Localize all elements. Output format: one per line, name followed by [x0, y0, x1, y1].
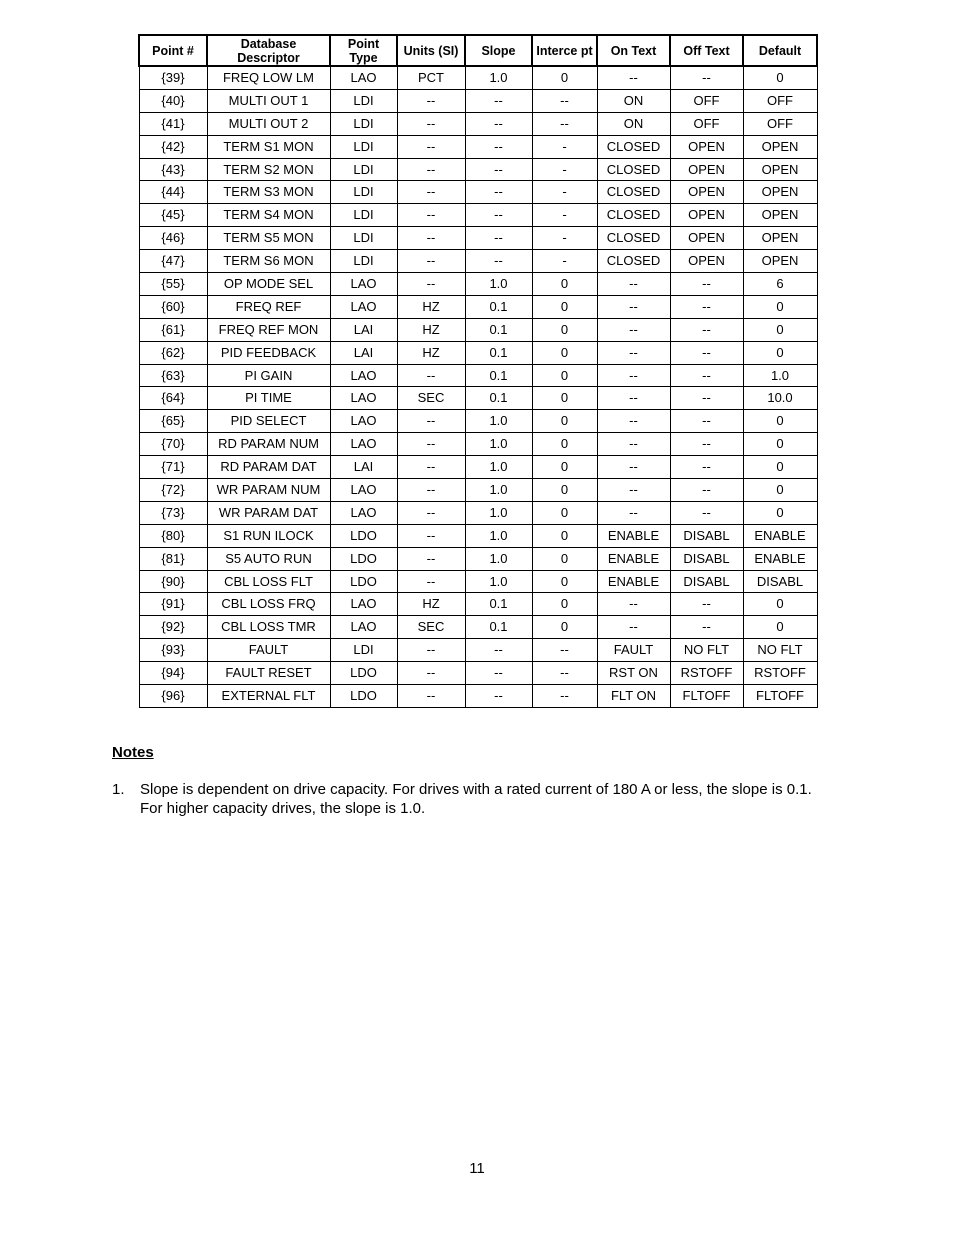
cell-intercept: 0: [532, 570, 597, 593]
cell-slope: --: [465, 112, 532, 135]
cell-default: 0: [743, 456, 817, 479]
cell-slope: 1.0: [465, 570, 532, 593]
cell-point-number: {92}: [139, 616, 207, 639]
cell-point-type: LDO: [330, 662, 397, 685]
cell-default: OPEN: [743, 158, 817, 181]
cell-database-descriptor: PID SELECT: [207, 410, 330, 433]
table-row: [139, 570, 817, 593]
cell-default: OPEN: [743, 135, 817, 158]
cell-units: SEC: [397, 387, 465, 410]
table-row: [139, 181, 817, 204]
cell-off-text: OPEN: [670, 250, 743, 273]
cell-point-type: LAO: [330, 66, 397, 89]
cell-database-descriptor: WR PARAM NUM: [207, 479, 330, 502]
cell-point-number: {80}: [139, 524, 207, 547]
cell-off-text: RSTOFF: [670, 662, 743, 685]
cell-on-text: FLT ON: [597, 685, 670, 708]
col-header-default: Default: [743, 35, 817, 66]
cell-point-type: LAO: [330, 593, 397, 616]
table-row: [139, 112, 817, 135]
cell-database-descriptor: CBL LOSS TMR: [207, 616, 330, 639]
cell-default: OPEN: [743, 227, 817, 250]
cell-default: 0: [743, 318, 817, 341]
cell-slope: 0.1: [465, 318, 532, 341]
cell-default: OPEN: [743, 181, 817, 204]
page-number: 11: [469, 1160, 485, 1177]
cell-slope: --: [465, 181, 532, 204]
cell-slope: 1.0: [465, 433, 532, 456]
cell-slope: 0.1: [465, 295, 532, 318]
cell-on-text: --: [597, 341, 670, 364]
cell-default: 1.0: [743, 364, 817, 387]
note-number: 1.: [112, 781, 125, 798]
cell-default: NO FLT: [743, 639, 817, 662]
cell-default: RSTOFF: [743, 662, 817, 685]
cell-point-number: {64}: [139, 387, 207, 410]
cell-units: --: [397, 662, 465, 685]
cell-database-descriptor: FREQ REF MON: [207, 318, 330, 341]
cell-units: --: [397, 227, 465, 250]
cell-default: 0: [743, 501, 817, 524]
cell-on-text: --: [597, 433, 670, 456]
cell-intercept: 0: [532, 547, 597, 570]
cell-on-text: ON: [597, 112, 670, 135]
cell-default: OFF: [743, 89, 817, 112]
cell-units: --: [397, 547, 465, 570]
cell-slope: 0.1: [465, 387, 532, 410]
cell-database-descriptor: TERM S1 MON: [207, 135, 330, 158]
cell-on-text: --: [597, 479, 670, 502]
cell-point-number: {62}: [139, 341, 207, 364]
cell-units: --: [397, 456, 465, 479]
cell-default: OFF: [743, 112, 817, 135]
cell-default: 0: [743, 433, 817, 456]
cell-slope: 1.0: [465, 547, 532, 570]
cell-database-descriptor: CBL LOSS FRQ: [207, 593, 330, 616]
cell-database-descriptor: MULTI OUT 2: [207, 112, 330, 135]
cell-intercept: 0: [532, 318, 597, 341]
cell-database-descriptor: EXTERNAL FLT: [207, 685, 330, 708]
cell-off-text: --: [670, 273, 743, 296]
cell-units: HZ: [397, 341, 465, 364]
cell-default: 0: [743, 479, 817, 502]
cell-point-number: {90}: [139, 570, 207, 593]
cell-default: OPEN: [743, 250, 817, 273]
cell-default: 10.0: [743, 387, 817, 410]
cell-point-number: {81}: [139, 547, 207, 570]
cell-units: --: [397, 501, 465, 524]
cell-on-text: --: [597, 295, 670, 318]
cell-default: 0: [743, 410, 817, 433]
cell-default: FLTOFF: [743, 685, 817, 708]
table-row: [139, 66, 817, 89]
cell-intercept: --: [532, 662, 597, 685]
cell-point-number: {39}: [139, 66, 207, 89]
cell-slope: --: [465, 250, 532, 273]
cell-on-text: CLOSED: [597, 135, 670, 158]
table-row: [139, 456, 817, 479]
cell-units: --: [397, 479, 465, 502]
cell-slope: 1.0: [465, 273, 532, 296]
cell-units: --: [397, 410, 465, 433]
cell-database-descriptor: TERM S5 MON: [207, 227, 330, 250]
cell-intercept: 0: [532, 501, 597, 524]
cell-off-text: DISABL: [670, 524, 743, 547]
cell-on-text: RST ON: [597, 662, 670, 685]
cell-default: 6: [743, 273, 817, 296]
cell-slope: --: [465, 135, 532, 158]
cell-intercept: -: [532, 181, 597, 204]
cell-point-type: LAO: [330, 387, 397, 410]
cell-intercept: -: [532, 135, 597, 158]
cell-units: --: [397, 112, 465, 135]
cell-point-number: {71}: [139, 456, 207, 479]
cell-point-number: {91}: [139, 593, 207, 616]
cell-database-descriptor: RD PARAM DAT: [207, 456, 330, 479]
cell-database-descriptor: PI TIME: [207, 387, 330, 410]
col-header-point-type: Point Type: [330, 35, 397, 66]
cell-database-descriptor: PID FEEDBACK: [207, 341, 330, 364]
table-row: [139, 364, 817, 387]
cell-point-type: LDI: [330, 639, 397, 662]
cell-intercept: 0: [532, 387, 597, 410]
cell-intercept: --: [532, 639, 597, 662]
cell-intercept: 0: [532, 410, 597, 433]
cell-point-type: LAO: [330, 616, 397, 639]
cell-point-number: {94}: [139, 662, 207, 685]
cell-default: ENABLE: [743, 524, 817, 547]
cell-units: --: [397, 135, 465, 158]
cell-point-type: LAO: [330, 501, 397, 524]
cell-intercept: 0: [532, 616, 597, 639]
cell-database-descriptor: RD PARAM NUM: [207, 433, 330, 456]
cell-intercept: --: [532, 89, 597, 112]
cell-slope: 1.0: [465, 479, 532, 502]
cell-on-text: ON: [597, 89, 670, 112]
cell-point-number: {73}: [139, 501, 207, 524]
cell-intercept: 0: [532, 341, 597, 364]
cell-point-number: {70}: [139, 433, 207, 456]
table-row: [139, 387, 817, 410]
cell-units: --: [397, 570, 465, 593]
cell-slope: 0.1: [465, 593, 532, 616]
cell-intercept: 0: [532, 364, 597, 387]
cell-units: --: [397, 364, 465, 387]
cell-point-type: LDO: [330, 570, 397, 593]
cell-slope: --: [465, 639, 532, 662]
cell-point-number: {44}: [139, 181, 207, 204]
cell-point-number: {93}: [139, 639, 207, 662]
cell-database-descriptor: TERM S4 MON: [207, 204, 330, 227]
cell-point-type: LAI: [330, 341, 397, 364]
cell-database-descriptor: TERM S3 MON: [207, 181, 330, 204]
cell-units: --: [397, 204, 465, 227]
cell-on-text: ENABLE: [597, 547, 670, 570]
table-row: [139, 593, 817, 616]
cell-database-descriptor: S5 AUTO RUN: [207, 547, 330, 570]
cell-on-text: CLOSED: [597, 250, 670, 273]
cell-intercept: 0: [532, 66, 597, 89]
table-body: [139, 66, 817, 707]
cell-point-number: {41}: [139, 112, 207, 135]
cell-point-type: LDI: [330, 204, 397, 227]
cell-point-type: LAO: [330, 479, 397, 502]
cell-slope: 0.1: [465, 341, 532, 364]
cell-off-text: --: [670, 616, 743, 639]
cell-on-text: FAULT: [597, 639, 670, 662]
cell-point-type: LAI: [330, 318, 397, 341]
cell-intercept: -: [532, 158, 597, 181]
cell-point-number: {96}: [139, 685, 207, 708]
cell-on-text: --: [597, 318, 670, 341]
cell-intercept: -: [532, 250, 597, 273]
cell-units: PCT: [397, 66, 465, 89]
cell-slope: 1.0: [465, 66, 532, 89]
cell-off-text: NO FLT: [670, 639, 743, 662]
cell-default: 0: [743, 593, 817, 616]
cell-database-descriptor: FAULT RESET: [207, 662, 330, 685]
cell-slope: 1.0: [465, 524, 532, 547]
cell-intercept: 0: [532, 524, 597, 547]
table-row: [139, 295, 817, 318]
table-row: [139, 433, 817, 456]
cell-off-text: --: [670, 66, 743, 89]
cell-off-text: --: [670, 456, 743, 479]
table-row: [139, 250, 817, 273]
cell-slope: 1.0: [465, 410, 532, 433]
cell-off-text: OPEN: [670, 181, 743, 204]
cell-units: --: [397, 158, 465, 181]
cell-point-number: {60}: [139, 295, 207, 318]
cell-on-text: CLOSED: [597, 227, 670, 250]
cell-off-text: OFF: [670, 112, 743, 135]
col-header-units: Units (SI): [397, 35, 465, 66]
note-text: Slope is dependent on drive capacity. For drives with a rated current of 180 A or less, the slope is 0.1. For higher capacity drives, the slope is 1.0.: [140, 781, 812, 817]
table-row: [139, 662, 817, 685]
cell-point-number: {72}: [139, 479, 207, 502]
cell-database-descriptor: OP MODE SEL: [207, 273, 330, 296]
cell-units: --: [397, 89, 465, 112]
cell-on-text: CLOSED: [597, 158, 670, 181]
col-header-slope: Slope: [465, 35, 532, 66]
cell-off-text: --: [670, 479, 743, 502]
cell-point-type: LDI: [330, 112, 397, 135]
cell-point-number: {40}: [139, 89, 207, 112]
col-header-off-text: Off Text: [670, 35, 743, 66]
cell-slope: 0.1: [465, 364, 532, 387]
col-header-point-number: Point #: [139, 35, 207, 66]
cell-database-descriptor: TERM S2 MON: [207, 158, 330, 181]
cell-off-text: --: [670, 364, 743, 387]
cell-off-text: DISABL: [670, 570, 743, 593]
notes-heading: Notes: [112, 744, 154, 761]
cell-units: --: [397, 685, 465, 708]
cell-units: HZ: [397, 318, 465, 341]
cell-off-text: --: [670, 318, 743, 341]
cell-intercept: 0: [532, 593, 597, 616]
cell-units: SEC: [397, 616, 465, 639]
cell-intercept: -: [532, 204, 597, 227]
cell-off-text: OPEN: [670, 158, 743, 181]
cell-off-text: OPEN: [670, 227, 743, 250]
cell-off-text: OPEN: [670, 135, 743, 158]
cell-point-type: LDO: [330, 547, 397, 570]
cell-database-descriptor: TERM S6 MON: [207, 250, 330, 273]
table-row: [139, 479, 817, 502]
cell-off-text: --: [670, 433, 743, 456]
cell-units: HZ: [397, 593, 465, 616]
cell-off-text: --: [670, 295, 743, 318]
cell-default: DISABL: [743, 570, 817, 593]
cell-slope: 0.1: [465, 616, 532, 639]
cell-off-text: --: [670, 387, 743, 410]
cell-slope: 1.0: [465, 501, 532, 524]
table-row: [139, 89, 817, 112]
cell-point-type: LDI: [330, 89, 397, 112]
cell-off-text: OPEN: [670, 204, 743, 227]
cell-slope: --: [465, 158, 532, 181]
table-row: [139, 501, 817, 524]
table-row: [139, 341, 817, 364]
cell-off-text: --: [670, 593, 743, 616]
cell-point-type: LAO: [330, 273, 397, 296]
table-row: [139, 227, 817, 250]
table-row: [139, 318, 817, 341]
cell-on-text: --: [597, 273, 670, 296]
cell-intercept: 0: [532, 479, 597, 502]
cell-point-type: LDO: [330, 685, 397, 708]
table-row: [139, 158, 817, 181]
cell-database-descriptor: S1 RUN ILOCK: [207, 524, 330, 547]
cell-off-text: --: [670, 341, 743, 364]
cell-on-text: CLOSED: [597, 204, 670, 227]
cell-database-descriptor: CBL LOSS FLT: [207, 570, 330, 593]
cell-on-text: --: [597, 616, 670, 639]
cell-on-text: --: [597, 364, 670, 387]
cell-default: ENABLE: [743, 547, 817, 570]
cell-database-descriptor: FREQ LOW LM: [207, 66, 330, 89]
cell-slope: --: [465, 685, 532, 708]
cell-point-type: LDI: [330, 227, 397, 250]
cell-point-type: LAI: [330, 456, 397, 479]
cell-point-number: {61}: [139, 318, 207, 341]
cell-intercept: 0: [532, 433, 597, 456]
cell-off-text: --: [670, 501, 743, 524]
cell-database-descriptor: WR PARAM DAT: [207, 501, 330, 524]
table-row: [139, 524, 817, 547]
cell-point-number: {65}: [139, 410, 207, 433]
cell-point-type: LAO: [330, 364, 397, 387]
cell-units: --: [397, 524, 465, 547]
table-row: [139, 135, 817, 158]
cell-point-number: {45}: [139, 204, 207, 227]
cell-units: HZ: [397, 295, 465, 318]
cell-intercept: 0: [532, 273, 597, 296]
cell-point-type: LDO: [330, 524, 397, 547]
cell-point-type: LAO: [330, 410, 397, 433]
cell-default: OPEN: [743, 204, 817, 227]
cell-point-number: {43}: [139, 158, 207, 181]
cell-point-type: LDI: [330, 158, 397, 181]
cell-intercept: --: [532, 112, 597, 135]
cell-intercept: 0: [532, 456, 597, 479]
cell-point-number: {55}: [139, 273, 207, 296]
cell-units: --: [397, 273, 465, 296]
cell-database-descriptor: MULTI OUT 1: [207, 89, 330, 112]
points-table: [138, 34, 818, 708]
cell-point-number: {42}: [139, 135, 207, 158]
cell-off-text: OFF: [670, 89, 743, 112]
cell-point-type: LDI: [330, 135, 397, 158]
table-row: [139, 204, 817, 227]
cell-slope: 1.0: [465, 456, 532, 479]
cell-slope: --: [465, 89, 532, 112]
cell-default: 0: [743, 295, 817, 318]
cell-point-number: {47}: [139, 250, 207, 273]
cell-on-text: --: [597, 456, 670, 479]
cell-on-text: CLOSED: [597, 181, 670, 204]
cell-on-text: --: [597, 410, 670, 433]
cell-point-type: LAO: [330, 295, 397, 318]
cell-on-text: --: [597, 593, 670, 616]
cell-off-text: FLTOFF: [670, 685, 743, 708]
cell-units: --: [397, 250, 465, 273]
table-row: [139, 547, 817, 570]
cell-point-number: {63}: [139, 364, 207, 387]
table-header-row: [139, 35, 817, 66]
cell-slope: --: [465, 204, 532, 227]
table-row: [139, 616, 817, 639]
cell-point-type: LDI: [330, 181, 397, 204]
cell-units: --: [397, 433, 465, 456]
cell-on-text: ENABLE: [597, 524, 670, 547]
cell-intercept: -: [532, 227, 597, 250]
cell-units: --: [397, 181, 465, 204]
cell-database-descriptor: PI GAIN: [207, 364, 330, 387]
cell-on-text: --: [597, 66, 670, 89]
table-row: [139, 639, 817, 662]
cell-intercept: 0: [532, 295, 597, 318]
cell-default: 0: [743, 616, 817, 639]
table-row: [139, 410, 817, 433]
cell-default: 0: [743, 66, 817, 89]
cell-point-type: LDI: [330, 250, 397, 273]
cell-off-text: DISABL: [670, 547, 743, 570]
cell-database-descriptor: FREQ REF: [207, 295, 330, 318]
cell-off-text: --: [670, 410, 743, 433]
table-row: [139, 273, 817, 296]
cell-on-text: ENABLE: [597, 570, 670, 593]
cell-database-descriptor: FAULT: [207, 639, 330, 662]
col-header-on-text: On Text: [597, 35, 670, 66]
cell-on-text: --: [597, 387, 670, 410]
cell-slope: --: [465, 227, 532, 250]
cell-point-number: {46}: [139, 227, 207, 250]
cell-units: --: [397, 639, 465, 662]
cell-slope: --: [465, 662, 532, 685]
cell-intercept: --: [532, 685, 597, 708]
cell-on-text: --: [597, 501, 670, 524]
col-header-database-descriptor: Database Descriptor: [207, 35, 330, 66]
col-header-intercept: Interce pt: [532, 35, 597, 66]
cell-point-type: LAO: [330, 433, 397, 456]
table-row: [139, 685, 817, 708]
cell-default: 0: [743, 341, 817, 364]
